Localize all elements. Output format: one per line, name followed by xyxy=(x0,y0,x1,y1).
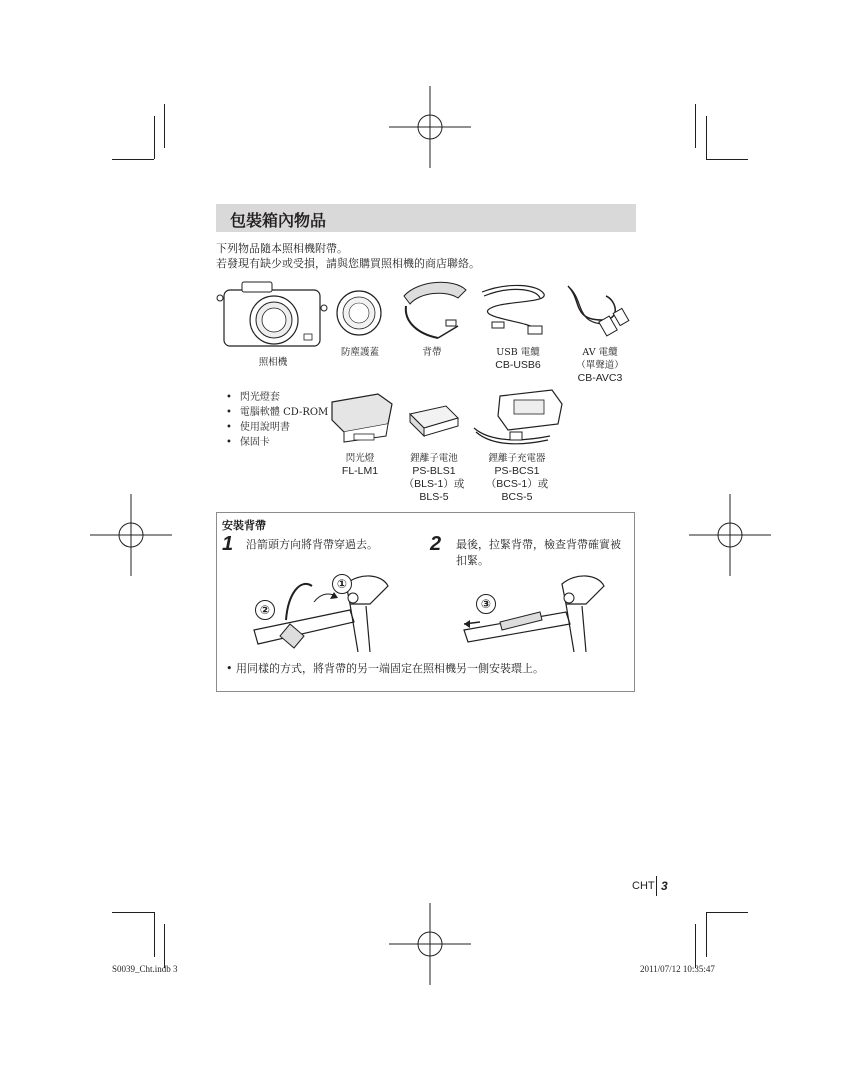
crop-mark xyxy=(154,912,155,957)
item-caption: 照相機 xyxy=(258,357,288,368)
registration-mark-icon xyxy=(389,86,471,168)
footer-divider xyxy=(656,876,657,896)
callout-badge: ② xyxy=(255,600,275,620)
intro-line: 下列物品隨本照相機附帶。 xyxy=(216,242,348,255)
list-item: • 保固卡 xyxy=(226,435,328,450)
registration-mark-icon xyxy=(689,494,771,576)
section-title: 包裝箱內物品 xyxy=(230,211,327,230)
list-item: • 閃光燈套 xyxy=(226,390,328,405)
accessory-list xyxy=(226,390,328,450)
camera-icon xyxy=(216,276,328,352)
page-number: 3 xyxy=(661,879,668,893)
slug-timestamp: 2011/07/12 10:35:47 xyxy=(640,964,715,974)
intro-line: 若發現有缺少或受損，請與您購買照相機的商店聯絡。 xyxy=(216,257,480,270)
callout-badge: ③ xyxy=(476,594,496,614)
item-caption: 鋰離子電池 PS-BLS1 （BLS-1）或 BLS-5 xyxy=(403,453,465,503)
crop-mark xyxy=(164,104,165,148)
list-item: • 電腦軟體 CD-ROM xyxy=(226,405,328,420)
step-text: 最後，拉緊背帶，檢查背帶確實被 扣緊。 xyxy=(456,538,621,567)
registration-mark-icon xyxy=(389,903,471,985)
step-number: 1 xyxy=(222,533,234,555)
item-caption: AV 電纜 （單聲道） CB-AVC3 xyxy=(576,347,624,384)
crop-mark xyxy=(706,116,707,159)
slug-file: S0039_Cht.indb 3 xyxy=(112,964,178,974)
crop-mark xyxy=(695,104,696,148)
step-number: 2 xyxy=(430,533,442,555)
crop-mark xyxy=(164,924,165,968)
item-caption: 鋰離子充電器 PS-BCS1 （BCS-1）或 BCS-5 xyxy=(485,453,549,503)
av-cable-icon xyxy=(562,280,634,342)
strap-icon xyxy=(398,276,472,344)
charger-icon xyxy=(470,388,564,450)
crop-mark xyxy=(706,912,707,957)
step-text: 沿箭頭方向將背帶穿過去。 xyxy=(246,538,378,551)
crop-mark xyxy=(695,924,696,968)
item-caption: 閃光燈 FL-LM1 xyxy=(341,453,379,477)
box-title: 安裝背帶 xyxy=(222,519,266,532)
item-caption: 背帶 xyxy=(422,347,442,358)
box-note: • 用同樣的方式，將背帶的另一端固定在照相機另一側安裝環上。 xyxy=(226,662,544,675)
item-caption: USB 電纜 CB-USB6 xyxy=(495,347,541,371)
crop-mark xyxy=(154,116,155,159)
crop-mark xyxy=(706,159,748,160)
crop-mark xyxy=(112,159,154,160)
item-caption: 防塵護蓋 xyxy=(340,347,379,358)
battery-icon xyxy=(406,404,462,438)
body-cap-icon xyxy=(334,288,384,338)
crop-mark xyxy=(706,912,748,913)
language-label: CHT xyxy=(632,880,655,892)
registration-mark-icon xyxy=(90,494,172,576)
usb-cable-icon xyxy=(478,278,552,340)
callout-badge: ① xyxy=(332,574,352,594)
list-item: • 使用說明書 xyxy=(226,420,328,435)
section-header xyxy=(216,204,636,232)
crop-mark xyxy=(112,912,154,913)
flash-icon xyxy=(326,390,398,448)
